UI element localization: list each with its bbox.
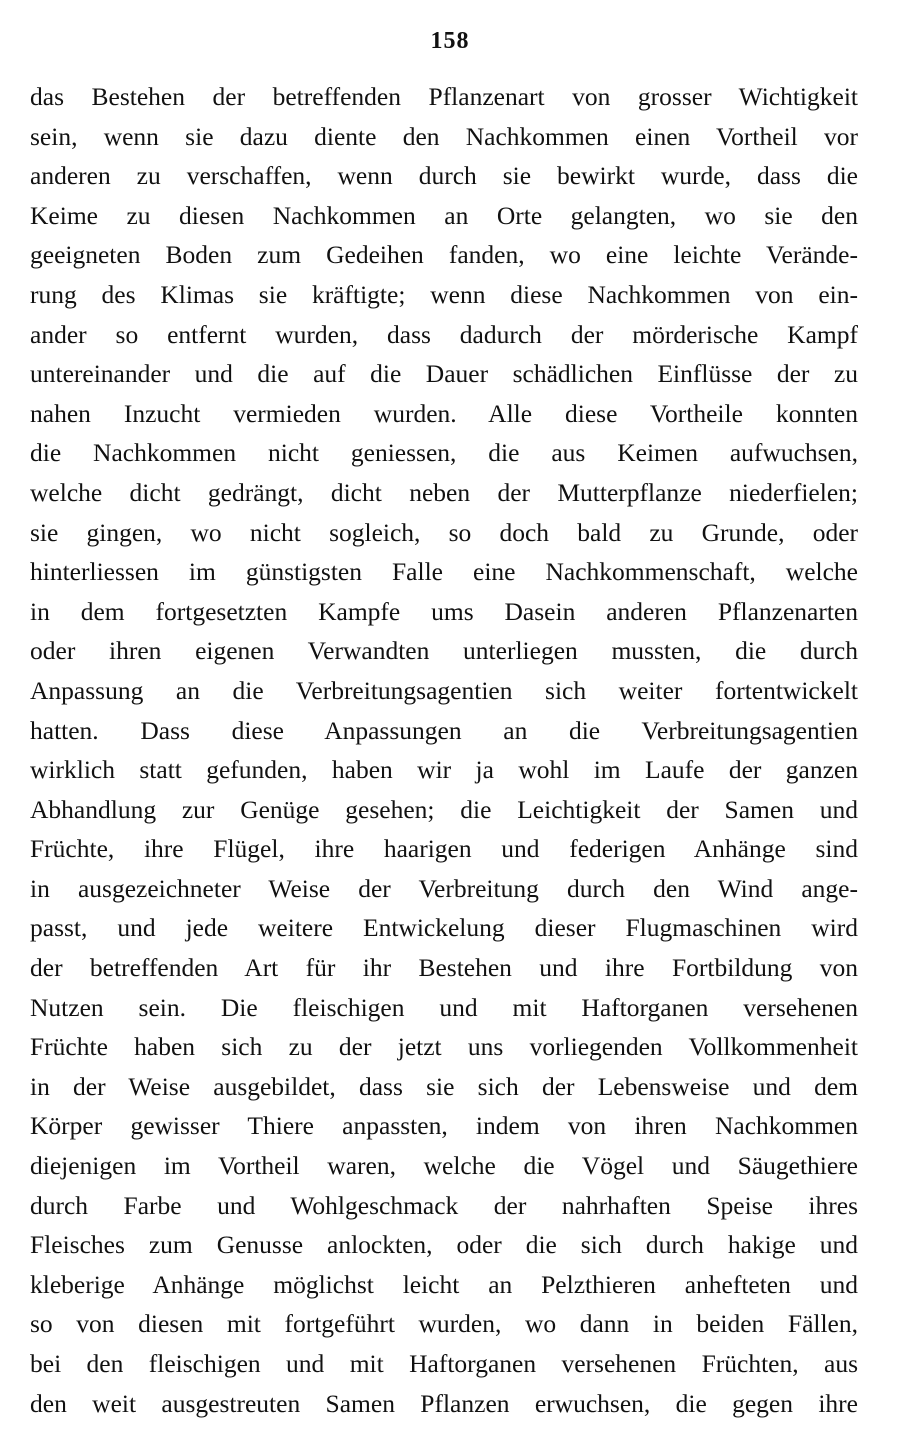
text-line: oder ihren eigenen Verwandten unterliegen mussten, die durch — [30, 636, 858, 666]
text-line: so von diesen mit fortgeführt wurden, wo dann in beiden Fällen, — [30, 1309, 858, 1339]
text-line: durch Farbe und Wohlgeschmack der nahrhaften Speise ihres — [30, 1190, 858, 1220]
text-line: diejenigen im Vortheil waren, welche die Vögel und Säugethiere — [30, 1151, 858, 1181]
text-line: in der Weise ausgebildet, dass sie sich der Lebensweise und dem — [30, 1071, 858, 1101]
text-line: ander so entfernt wurden, dass dadurch der mörderische Kampf — [30, 319, 858, 349]
text-line: hatten. Dass diese Anpassungen an die Verbreitungsagentien — [30, 715, 858, 745]
text-line: sie gingen, wo nicht sogleich, so doch bald zu Grunde, oder — [30, 517, 858, 547]
text-line: untereinander und die auf die Dauer schädlichen Einflüsse der zu — [30, 359, 858, 389]
text-line: hinterliessen im günstigsten Falle eine Nachkommenschaft, welche — [30, 557, 858, 587]
text-line: welche dicht gedrängt, dicht neben der Mutterpflanze niederfielen; — [30, 477, 858, 507]
text-line: Körper gewisser Thiere anpassten, indem von ihren Nachkommen — [30, 1111, 858, 1141]
text-line: Fleisches zum Genusse anlockten, oder die sich durch hakige und — [30, 1230, 858, 1260]
text-line: geeigneten Boden zum Gedeihen fanden, wo eine leichte Verände- — [30, 240, 858, 270]
page-number: 158 — [430, 28, 470, 54]
text-line: Anpassung an die Verbreitungsagentien sich weiter fortentwickelt — [30, 675, 858, 705]
text-line: Früchte haben sich zu der jetzt uns vorliegenden Vollkommenheit — [30, 1032, 858, 1062]
text-line: den weit ausgestreuten Samen Pflanzen erwuchsen, die gegen ihre — [30, 1388, 858, 1418]
text-line: kleberige Anhänge möglichst leicht an Pelzthieren anhefteten und — [30, 1269, 858, 1299]
text-line: in dem fortgesetzten Kampfe ums Dasein anderen Pflanzenarten — [30, 596, 858, 626]
text-line: der betreffenden Art für ihr Bestehen und ihre Fortbildung von — [30, 953, 858, 983]
text-line: nahen Inzucht vermieden wurden. Alle diese Vortheile konnten — [30, 398, 858, 428]
text-line: Früchte, ihre Flügel, ihre haarigen und federigen Anhänge sind — [30, 834, 858, 864]
text-line: sein, wenn sie dazu diente den Nachkommen einen Vortheil vor — [30, 121, 858, 151]
text-line: Nutzen sein. Die fleischigen und mit Haftorganen versehenen — [30, 992, 858, 1022]
text-line: in ausgezeichneter Weise der Verbreitung durch den Wind ange- — [30, 873, 858, 903]
body-text — [30, 77, 858, 1423]
text-line: rung des Klimas sie kräftigte; wenn diese Nachkommen von ein- — [30, 279, 858, 309]
text-line: anderen zu verschaffen, wenn durch sie bewirkt wurde, dass die — [30, 161, 858, 191]
text-line: Abhandlung zur Genüge gesehen; die Leichtigkeit der Samen und — [30, 794, 858, 824]
text-line: die Nachkommen nicht geniessen, die aus Keimen aufwuchsen, — [30, 438, 858, 468]
text-line: bei den fleischigen und mit Haftorganen versehenen Früchten, aus — [30, 1349, 858, 1378]
text-line: passt, und jede weitere Entwickelung dieser Flugmaschinen wird — [30, 913, 858, 943]
text-line: das Bestehen der betreffenden Pflanzenart von grosser Wichtigkeit — [30, 82, 858, 111]
text-line: wirklich statt gefunden, haben wir ja wohl im Laufe der ganzen — [30, 755, 858, 785]
text-line: Keime zu diesen Nachkommen an Orte gelangten, wo sie den — [30, 200, 858, 230]
